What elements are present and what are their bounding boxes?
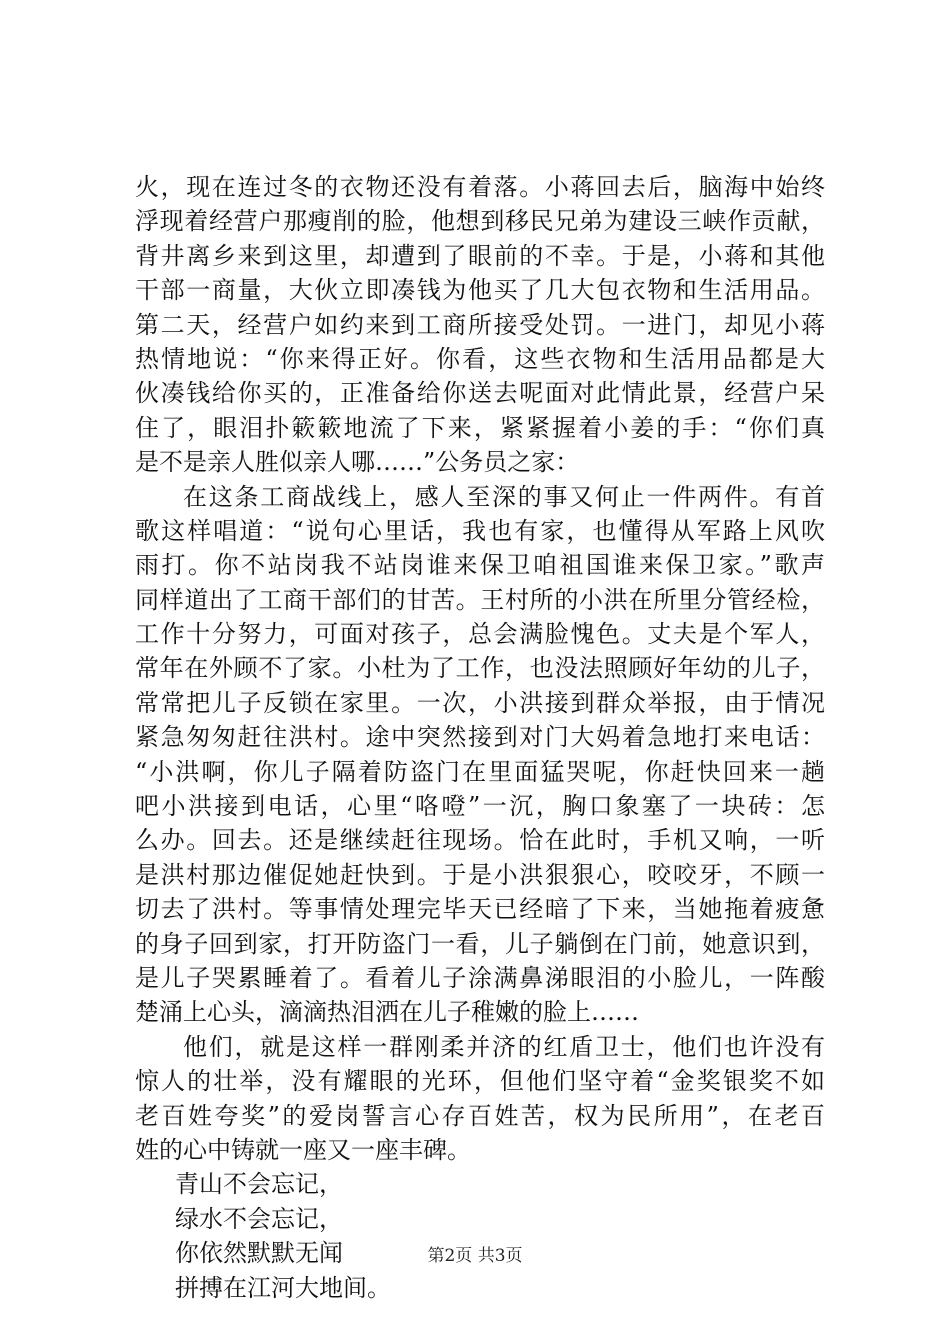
text-line: “小洪啊，你儿子隔着防盗门在里面猛哭呢，你赶快回来一趟: [135, 757, 825, 786]
poem-line: 绿水不会忘记，: [175, 1204, 343, 1233]
text-line: 热情地说：“你来得正好。你看，这些衣物和生活用品都是大: [135, 344, 825, 373]
paragraph-3: [135, 1030, 825, 1168]
poem-line: 拼搏在江河大地间。: [175, 1273, 391, 1302]
text-line: 火，现在连过冬的衣物还没有着落。小蒋回去后，脑海中始终: [135, 173, 825, 201]
text-line: 常常把儿子反锁在家里。一次，小洪接到群众举报，由于情况: [135, 688, 825, 717]
text-line: 老百姓夸奖”的爱岗誓言心存百姓苦，权为民所用”，在老百: [135, 1101, 825, 1130]
paragraph-2: [135, 480, 825, 1030]
text-line: 他们，就是这样一群刚柔并济的红盾卫士，他们也许没有: [183, 1032, 825, 1061]
text-line: 工作十分努力，可面对孩子，总会满脸愧色。丈夫是个军人，: [135, 620, 825, 649]
text-line: 浮现着经营户那瘦削的脸，他想到移民兄弟为建设三峡作贡献，: [135, 207, 825, 236]
paragraph-1: [135, 170, 825, 480]
poem: [135, 1167, 825, 1305]
text-line: 干部一商量，大伙立即凑钱为他买了几大包衣物和生活用品。: [135, 276, 825, 305]
text-line: 同样道出了工商干部们的甘苦。王村所的小洪在所里分管经检，: [135, 585, 825, 614]
text-line: 在这条工商战线上，感人至深的事又何止一件两件。有首: [183, 482, 825, 511]
text-line: 第二天，经营户如约来到工商所接受处罚。一进门，却见小蒋: [135, 310, 825, 339]
text-line: 是洪村那边催促她赶快到。于是小洪狠狠心，咬咬牙，不顾一: [135, 860, 825, 889]
text-line: 吧小洪接到电话，心里“咯噔”一沉，胸口象塞了一块砖：怎: [135, 792, 825, 821]
body-text: [135, 170, 825, 1305]
text-line: 姓的心中铸就一座又一座丰碑。: [135, 1135, 471, 1164]
text-line: 雨打。你不站岗我不站岗谁来保卫咱祖国谁来保卫家。”歌声: [135, 551, 825, 580]
text-line: 的身子回到家，打开防盗门一看，儿子躺倒在门前，她意识到，: [135, 929, 825, 958]
page-number-footer: 第2页 共3页: [427, 1246, 523, 1266]
text-line: 惊人的壮举，没有耀眼的光环，但他们坚守着“金奖银奖不如: [135, 1067, 825, 1096]
text-line: 住了，眼泪扑簌簌地流了下来，紧紧握着小姜的手：“你们真: [135, 413, 825, 442]
text-line: 是儿子哭累睡着了。看着儿子涂满鼻涕眼泪的小脸儿，一阵酸: [135, 963, 825, 992]
text-line: 常年在外顾不了家。小杜为了工作，也没法照顾好年幼的儿子，: [135, 654, 825, 683]
text-line: 切去了洪村。等事情处理完毕天已经暗了下来，当她拖着疲惫: [135, 895, 825, 924]
poem-line: 你依然默默无闻: [175, 1239, 343, 1268]
poem-line: 青山不会忘记，: [175, 1170, 343, 1199]
text-line: 伙凑钱给你买的，正准备给你送去呢面对此情此景，经营户呆: [135, 379, 825, 408]
text-line: 楚涌上心头，滴滴热泪洒在儿子稚嫩的脸上……: [135, 998, 639, 1027]
text-line: 么办。回去。还是继续赶往现场。恰在此时，手机又响，一听: [135, 826, 825, 855]
text-line: 歌这样唱道：“说句心里话，我也有家，也懂得从军路上风吹: [135, 516, 825, 545]
text-line: 背井离乡来到这里，却遭到了眼前的不幸。于是，小蒋和其他: [135, 241, 825, 270]
text-line: 紧急匆匆赶往洪村。途中突然接到对门大妈着急地打来电话：: [135, 723, 825, 752]
text-line: 是不是亲人胜似亲人哪……”公务员之家：: [135, 448, 580, 477]
